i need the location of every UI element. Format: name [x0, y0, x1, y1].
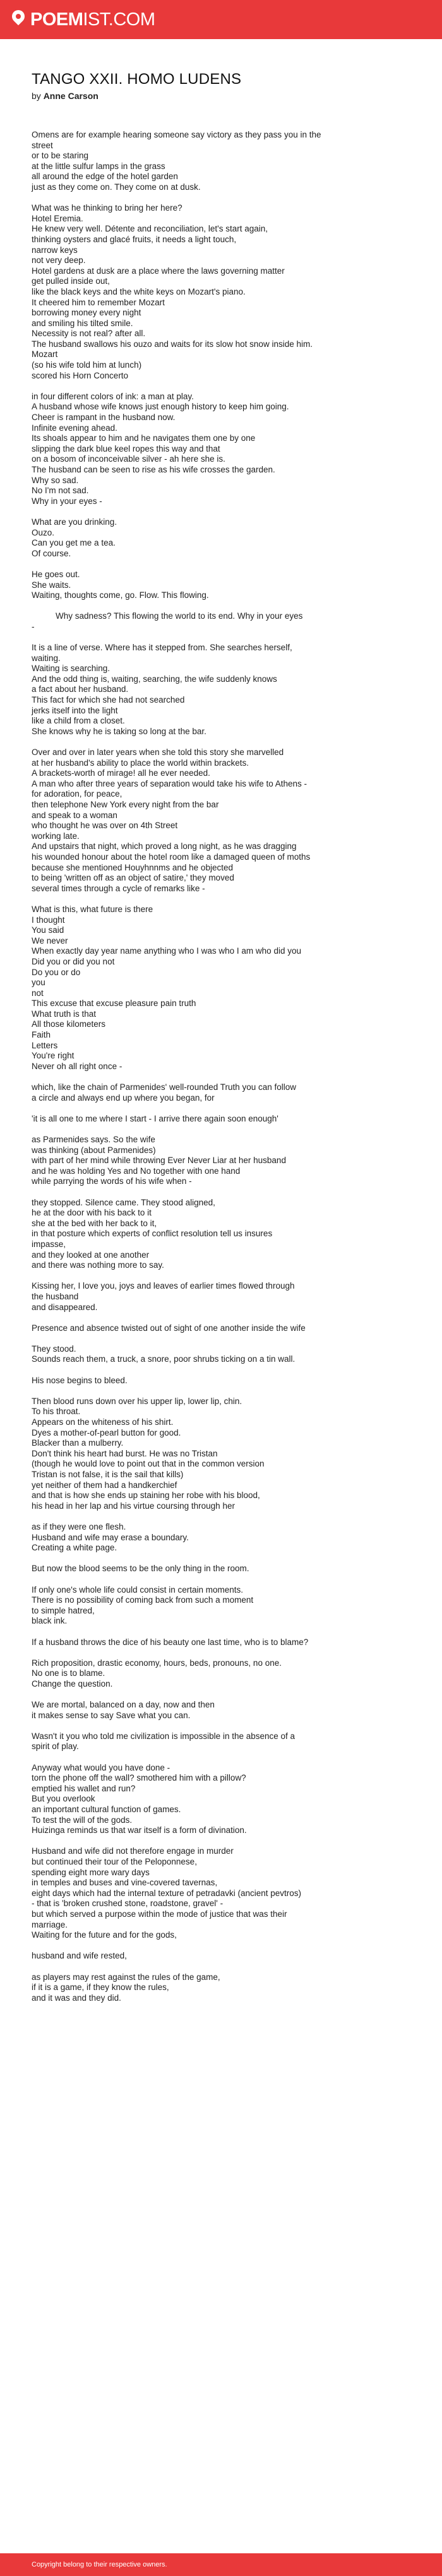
- poem-line: and that is how she ends up staining her robe with his blood,: [32, 1490, 260, 1501]
- poem-line: What truth is that: [32, 1009, 97, 1019]
- site-logo[interactable]: [11, 10, 155, 29]
- logo-text-rest: IST.COM: [83, 9, 155, 30]
- poem-line: And the odd thing is, waiting, searching, the wife suddenly knows: [32, 674, 277, 684]
- poem-line: which, like the chain of Parmenides' well-rounded Truth you can follow: [32, 1082, 297, 1092]
- poem-line: I thought: [32, 915, 65, 925]
- poem-stanza: [32, 1846, 417, 1940]
- poem-stanza: [32, 1135, 417, 1187]
- poem-line: If a husband throws the dice of his beauty one last time, who is to blame?: [32, 1637, 309, 1647]
- poem-stanza: [32, 1198, 417, 1271]
- poem-line: as if they were one flesh.: [32, 1521, 126, 1531]
- poem-line: Never oh all right once -: [32, 1061, 122, 1071]
- poem-line: Did you or did you not: [32, 956, 115, 966]
- footer-copyright: Copyright belong to their respective owners.: [32, 2561, 167, 2568]
- poem-line: narrow keys: [32, 245, 78, 255]
- poem-line: at her husband's ability to place the world within brackets.: [32, 758, 249, 768]
- poem-line: on a bosom of inconceivable silver - ah here she is.: [32, 454, 225, 464]
- poem-line: Ouzo.: [32, 527, 55, 537]
- logo-text-bold: POEM: [30, 9, 83, 30]
- poem-line: All those kilometers: [32, 1019, 106, 1029]
- poem-line: Husband and wife may erase a boundary.: [32, 1532, 189, 1542]
- poem-line: several times through a cycle of remarks like -: [32, 883, 205, 893]
- poem-stanza: [32, 1114, 417, 1125]
- byline-prefix: by: [32, 91, 44, 101]
- poem-line: You said: [32, 925, 64, 935]
- poem-line: What is this, what future is there: [32, 904, 153, 914]
- poem-line: Cheer is rampant in the husband now.: [32, 413, 176, 423]
- poem-line: You're right: [32, 1051, 75, 1061]
- poem-line: Waiting is searching.: [32, 664, 110, 674]
- poem-line: Faith: [32, 1030, 51, 1040]
- poem-line: He knew very well. Détente and reconciliation, let's start again,: [32, 224, 268, 234]
- poem-stanza: [32, 1700, 417, 1721]
- poem-line: to simple hatred,: [32, 1605, 95, 1615]
- poem-stanza: [32, 643, 417, 737]
- poem-line: borrowing money every night: [32, 308, 141, 318]
- poem-line: a circle and always end up where you began, for: [32, 1092, 215, 1103]
- poem-line: - that is 'broken crushed stone, roadstone, gravel' -: [32, 1899, 224, 1909]
- poem-line: She waits.: [32, 580, 71, 590]
- poem-line: and he was holding Yes and No together with one hand: [32, 1166, 241, 1176]
- poem-line: husband and wife rested,: [32, 1951, 127, 1961]
- poem-line: Letters: [32, 1040, 58, 1050]
- poem-line: Omens are for example hearing someone say victory as they pass you in the: [32, 130, 321, 139]
- poem-line: (though he would love to point out that in the common version: [32, 1459, 265, 1469]
- logo-text: [30, 11, 155, 29]
- poem-line: if it is a game, if they know the rules,: [32, 1982, 169, 1993]
- poem-line: We are mortal, balanced on a day, now and then: [32, 1700, 215, 1710]
- poem-line: A man who after three years of separation would take his wife to Athens -: [32, 778, 307, 788]
- poem-line: while parrying the words of his wife when -: [32, 1176, 192, 1186]
- poem-line: Why sadness? This flowing the world to its end. Why in your eyes: [56, 611, 303, 621]
- poem-container: [32, 71, 417, 2014]
- poem-line: and there was nothing more to say.: [32, 1260, 164, 1270]
- poem-line: you: [32, 978, 45, 988]
- poem-line: Dyes a mother-of-pearl button for good.: [32, 1427, 181, 1437]
- poem-stanza: [32, 1281, 417, 1313]
- poem-line: Hotel gardens at dusk are a place where the laws governing matter: [32, 266, 285, 276]
- poem-line: was thinking (about Parmenides): [32, 1145, 156, 1155]
- poem-line: scored his Horn Concerto: [32, 370, 129, 380]
- poem-line: torn the phone off the wall? smothered him with a pillow?: [32, 1773, 246, 1783]
- poem-stanza: [32, 1585, 417, 1627]
- poem-line: spirit of play.: [32, 1742, 79, 1752]
- poem-stanza: [32, 1396, 417, 1512]
- poem-stanza: [32, 130, 417, 193]
- poem-line: and disappeared.: [32, 1302, 98, 1312]
- poem-line: When exactly day year name anything who I was who I am who did you: [32, 946, 301, 956]
- poem-line: she at the bed with her back to it,: [32, 1218, 157, 1228]
- poem-line: thinking oysters and glacé fruits, it needs a light touch,: [32, 234, 237, 244]
- poem-line: Change the question.: [32, 1678, 113, 1689]
- poem-line: like the black keys and the white keys on Mozart's piano.: [32, 286, 246, 296]
- poem-line: not very deep.: [32, 255, 86, 266]
- poem-stanza: [32, 1951, 417, 1962]
- poem-line: but continued their tour of the Peloponnese,: [32, 1856, 197, 1866]
- poem-line: Waiting, thoughts come, go. Flow. This flowing.: [32, 590, 209, 600]
- poem-line: as Parmenides says. So the wife: [32, 1135, 155, 1144]
- poem-byline: [32, 91, 417, 101]
- poem-line: Kissing her, I love you, joys and leaves of earlier times flowed through: [32, 1281, 295, 1291]
- poem-line: Sounds reach them, a truck, a snore, poor shrubs ticking on a tin wall.: [32, 1354, 296, 1364]
- poem-line: and smiling his tilted smile.: [32, 318, 133, 328]
- poem-line: in that posture which experts of conflict resolution tell us insures: [32, 1229, 273, 1239]
- poem-line: working late.: [32, 831, 80, 841]
- poem-stanza: [32, 1323, 417, 1334]
- poem-line: in temples and buses and vine-covered tavernas,: [32, 1878, 218, 1888]
- poem-line: for adoration, for peace,: [32, 789, 122, 799]
- poem-line: Waiting for the future and for the gods,: [32, 1930, 177, 1940]
- poem-line: They stood.: [32, 1344, 76, 1354]
- poem-line: Wasn't it you who told me civilization is impossible in the absence of a: [32, 1731, 296, 1741]
- poem-line: not: [32, 988, 44, 998]
- poem-line: It is a line of verse. Where has it stepped from. She searches herself,: [32, 643, 292, 653]
- poem-line: street: [32, 140, 53, 150]
- poem-line: Can you get me a tea.: [32, 538, 116, 548]
- poem-line: or to be staring: [32, 151, 89, 161]
- poem-line: Rich proposition, drastic economy, hours, beds, pronouns, no one.: [32, 1658, 282, 1668]
- poem-stanza: [32, 203, 417, 381]
- poem-stanza: [32, 1972, 417, 2004]
- poem-line: he at the door with his back to it: [32, 1208, 152, 1218]
- poem-line: This excuse that excuse pleasure pain truth: [32, 998, 196, 1009]
- poem-line: To his throat.: [32, 1407, 81, 1417]
- poem-line: And upstairs that night, which proved a long night, as he was dragging: [32, 841, 297, 852]
- poem-line: and they looked at one another: [32, 1250, 150, 1260]
- poem-line: No I'm not sad.: [32, 486, 89, 496]
- poem-line: then telephone New York every night from the bar: [32, 800, 219, 809]
- poem-line: He goes out.: [32, 569, 80, 579]
- poem-stanza: [32, 611, 417, 632]
- poem-stanza: [32, 570, 417, 601]
- poem-line: to being 'written off as an object of satire,' they moved: [32, 873, 234, 883]
- poem-line: Presence and absence twisted out of sight of one another inside the wife: [32, 1323, 306, 1333]
- poem-line: eight days which had the internal texture of petradavki (ancient pevtros): [32, 1888, 301, 1898]
- poem-line: Appears on the whiteness of his shirt.: [32, 1417, 174, 1427]
- poem-line: it makes sense to say Save what you can.: [32, 1710, 191, 1720]
- poem-line: and it was and they did.: [32, 1993, 121, 2003]
- poem-line: his head in her lap and his virtue coursing through her: [32, 1501, 235, 1511]
- poem-line: Infinite evening ahead.: [32, 423, 117, 433]
- poem-line: Over and over in later years when she told this story she marvelled: [32, 747, 284, 758]
- poem-stanza: [32, 1082, 417, 1103]
- poem-line: Tristan is not false, it is the sail that kills): [32, 1470, 184, 1479]
- poem-line: Do you or do: [32, 967, 81, 977]
- poem-stanza: [32, 1731, 417, 1752]
- poem-line: (so his wife told him at lunch): [32, 360, 142, 370]
- poem-line: We never: [32, 935, 68, 946]
- poem-line: a fact about her husband.: [32, 684, 129, 694]
- poem-line: jerks itself into the light: [32, 705, 118, 715]
- poem-line: But now the blood seems to be the only thing in the room.: [32, 1564, 249, 1574]
- poem-line: all around the edge of the hotel garden: [32, 172, 178, 182]
- poem-stanza: [32, 1522, 417, 1554]
- poem-line: What was he thinking to bring her here?: [32, 203, 182, 213]
- poem-line: emptied his wallet and run?: [32, 1783, 136, 1793]
- poem-line: as players may rest against the rules of the game,: [32, 1972, 220, 1982]
- poem-line: It cheered him to remember Mozart: [32, 297, 165, 307]
- poem-line: She knows why he is taking so long at the bar.: [32, 726, 206, 736]
- poem-line: Husband and wife did not therefore engage in murder: [32, 1846, 234, 1856]
- poem-stanza: [32, 1763, 417, 1836]
- poem-title: TANGO XXII. HOMO LUDENS: [32, 71, 242, 88]
- poem-line: If only one's whole life could consist in certain moments.: [32, 1584, 243, 1595]
- poem-stanza: [32, 1637, 417, 1648]
- poem-line: His nose begins to bleed.: [32, 1375, 128, 1385]
- poem-stanza: [32, 747, 417, 894]
- poem-line: an important cultural function of games.: [32, 1805, 181, 1814]
- poem-stanza: [32, 517, 417, 559]
- poem-line: get pulled inside out,: [32, 276, 110, 286]
- poem-line: Why so sad.: [32, 475, 79, 485]
- poem-line: and speak to a woman: [32, 810, 117, 820]
- poem-line: No one is to blame.: [32, 1668, 105, 1678]
- poem-line: yet neither of them had a handkerchief: [32, 1480, 177, 1490]
- poem-stanza: [32, 1564, 417, 1574]
- poem-line: There is no possibility of coming back from such a moment: [32, 1595, 254, 1605]
- poem-line: Of course.: [32, 548, 71, 558]
- poem-line: A husband whose wife knows just enough history to keep him going.: [32, 402, 289, 412]
- poem-stanza: [32, 1658, 417, 1690]
- poem-line: Huizinga reminds us that war itself is a form of divination.: [32, 1825, 247, 1835]
- site-footer: [0, 2553, 442, 2576]
- poem-line: What are you drinking.: [32, 517, 117, 527]
- poem-line: Then blood runs down over his upper lip, lower lip, chin.: [32, 1396, 242, 1406]
- poem-line: because she mentioned Houyhnnms and he objected: [32, 862, 233, 872]
- poem-line: To test the will of the gods.: [32, 1815, 133, 1825]
- poem-stanza: [32, 905, 417, 1072]
- poem-line: waiting.: [32, 653, 61, 663]
- poem-line: The husband swallows his ouzo and waits for its slow hot snow inside him.: [32, 339, 313, 349]
- poem-line: This fact for which she had not searched: [32, 695, 185, 705]
- poem-line: But you overlook: [32, 1794, 95, 1804]
- poem-author[interactable]: Anne Carson: [43, 91, 99, 101]
- poem-stanza: [32, 1344, 417, 1365]
- poem-line: A brackets-worth of mirage! all he ever needed.: [32, 768, 210, 778]
- poem-line: his wounded honour about the hotel room like a damaged queen of moths: [32, 852, 311, 862]
- poem-stanza: [32, 392, 417, 507]
- poem-line: 'it is all one to me where I start - I arrive there again soon enough': [32, 1113, 278, 1123]
- poem-line: in four different colors of ink: a man at play.: [32, 391, 194, 401]
- poem-line: Don't think his heart had burst. He was no Tristan: [32, 1448, 218, 1458]
- location-pin-icon: [11, 10, 25, 29]
- poem-line: The husband can be seen to rise as his wife crosses the garden.: [32, 465, 275, 474]
- poem-line: but which served a purpose within the mode of justice that was their: [32, 1909, 287, 1919]
- poem-line: impasse,: [32, 1239, 66, 1249]
- poem-stanza: [32, 1376, 417, 1386]
- poem-line: -: [32, 621, 35, 631]
- poem-line: Necessity is not real? after all.: [32, 329, 146, 339]
- poem-line: marriage.: [32, 1919, 68, 1929]
- poem-line: like a child from a closet.: [32, 716, 125, 726]
- poem-line: Mozart: [32, 349, 58, 360]
- poem-line: Creating a white page.: [32, 1543, 117, 1553]
- poem-line: just as they come on. They come on at dusk.: [32, 182, 201, 192]
- poem-line: at the little sulfur lamps in the grass: [32, 161, 165, 171]
- poem-line: Blacker than a mulberry.: [32, 1438, 124, 1448]
- poem-line: slipping the dark blue keel ropes this way and that: [32, 443, 220, 454]
- poem-body: [32, 130, 417, 2003]
- poem-line: Hotel Eremia.: [32, 213, 83, 223]
- poem-line: black ink.: [32, 1616, 68, 1626]
- poem-line: they stopped. Silence came. They stood aligned,: [32, 1197, 215, 1207]
- poem-line: Its shoals appear to him and he navigates them one by one: [32, 433, 256, 443]
- poem-line: who thought he was over on 4th Street: [32, 821, 178, 831]
- poem-line: the husband: [32, 1291, 79, 1301]
- site-header: [0, 0, 442, 39]
- poem-line: with part of her mind while throwing Ever Never Liar at her husband: [32, 1156, 286, 1166]
- poem-line: spending eight more wary days: [32, 1867, 150, 1877]
- poem-line: Anyway what would you have done -: [32, 1762, 170, 1772]
- poem-line: Why in your eyes -: [32, 496, 102, 506]
